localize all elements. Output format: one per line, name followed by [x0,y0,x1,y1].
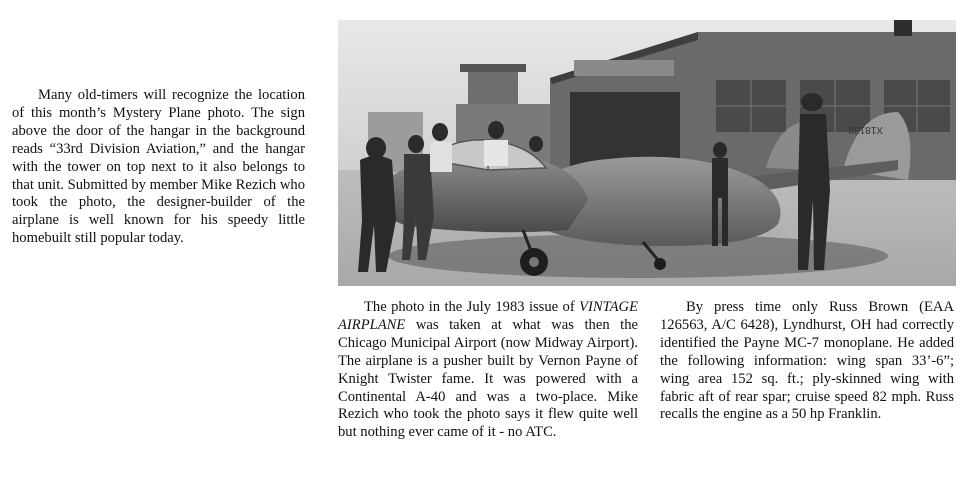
intro-paragraph: Many old-timers will recognize the location of this month’s Mystery Plane photo. The sign above the door of the hangar in the background reads “33rd Division Aviation,” and the hangar with the tower on top next to it also belongs to that unit. Submitted by member Mike Rezich who took the photo, the designer-builder of the airplane is well known for his speedy little homebuilt still popular today. [12,87,305,247]
magazine-title: VINTAGE AIRPLANE [338,299,638,333]
identification-details [660,299,954,424]
tail-registration: X18138 [848,124,883,135]
explanation-paragraph [338,299,638,442]
photo-explanation [338,299,638,442]
hangar-sign [574,60,674,76]
identification-paragraph: By press time only Russ Brown (EAA 126563, A/C 6428), Lyndhurst, OH had correctly identified the Payne MC-7 monoplane. He added the following information: wing span 33’-6”; wing area 152 sq. ft.; ply-skinned wing with fabric aft of rear spar; cruise speed 82 mph. Russ recalls the engine as a 50 hp Franklin. [660,299,954,423]
explanation-lead: The photo in the July 1983 issue of [364,299,580,315]
mystery-plane-photo [338,20,956,286]
mystery-plane-intro [12,87,305,248]
explanation-body: was taken at what was then the Chicago Municipal Airport (now Midway Airport). The airplane is a pusher built by Vernon Payne of Knight Twister fame. It was powered with a Continental A-40 and was a two-place. Mike Rezich who took the photo says it flew quite well but nothing ever came of it - no ATC. [338,316,638,441]
